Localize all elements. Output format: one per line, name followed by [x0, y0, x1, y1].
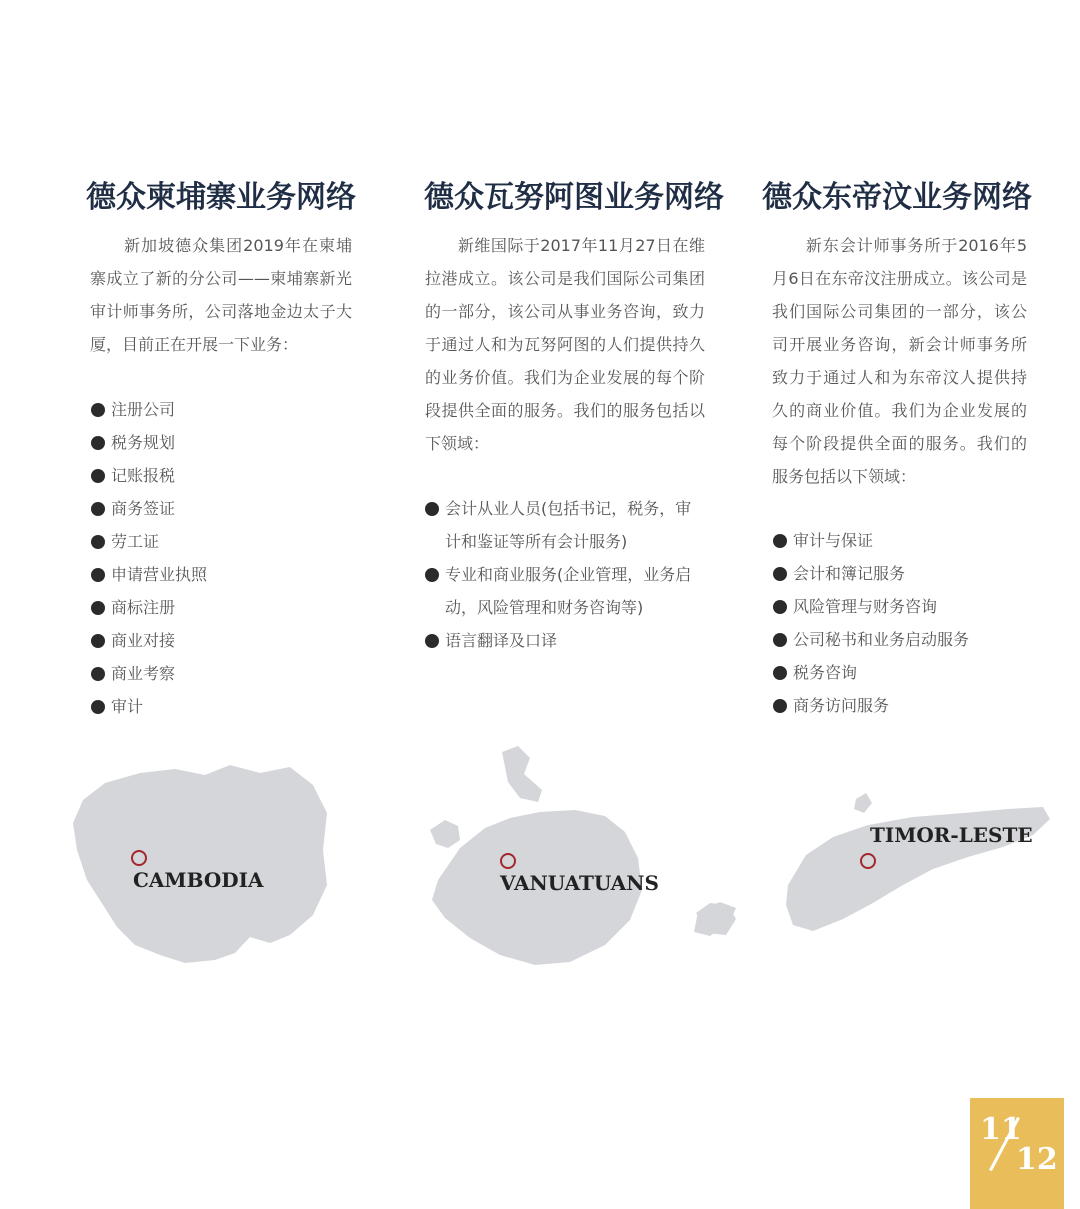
bullet-dot-icon [91, 634, 105, 648]
list-item: 商业考察 [91, 657, 361, 690]
bullet-dot-icon [91, 700, 105, 714]
list-item: 语言翻译及口译 [425, 624, 707, 657]
list-item: 审计与保证 [773, 524, 1033, 557]
list-item: 税务规划 [91, 426, 361, 459]
page-current: 11 [980, 1112, 1022, 1147]
map-label-timor-leste: TIMOR-LESTE [870, 823, 1033, 847]
list-item: 会计和簿记服务 [773, 557, 1033, 590]
bullet-dot-icon [91, 436, 105, 450]
list-item: 公司秘书和业务启动服务 [773, 623, 1033, 656]
list-item: 注册公司 [91, 393, 361, 426]
vanuatu-intro: 新维国际于2017年11月27日在维拉港成立。该公司是我们国际公司集团的一部分，该公司从事业务咨询，致力于通过人和为瓦努阿图的人们提供持久的业务价值。我们为企业发展的每个阶段提供全面的服务。我们的服务包括以下领域： [425, 236, 705, 453]
cambodia-service-list [91, 393, 361, 723]
page-total: 12 [1016, 1142, 1058, 1177]
bullet-dot-icon [773, 699, 787, 713]
cambodia-shape [73, 765, 327, 963]
map-label-vanuatu: VANUATUANS [500, 871, 659, 895]
bullet-dot-icon [773, 633, 787, 647]
list-item: 风险管理与财务咨询 [773, 590, 1033, 623]
island-shape [502, 746, 542, 802]
timor-leste-map [688, 785, 1058, 950]
list-item: 商务签证 [91, 492, 361, 525]
vanuatu-service-list [425, 492, 707, 657]
bullet-dot-icon [773, 567, 787, 581]
list-item: 专业和商业服务(企业管理，业务启动，风险管理和财务咨询等) [425, 558, 707, 624]
cambodia-map [65, 755, 345, 970]
list-item: 商业对接 [91, 624, 361, 657]
vanuatu-title: 德众瓦努阿图业务网络 [424, 180, 724, 215]
bullet-dot-icon [773, 600, 787, 614]
cambodia-title: 德众柬埔寨业务网络 [86, 180, 356, 215]
list-item: 审计 [91, 690, 361, 723]
list-item: 商务访问服务 [773, 689, 1033, 722]
list-item: 劳工证 [91, 525, 361, 558]
bullet-dot-icon [425, 502, 439, 516]
bullet-dot-icon [91, 667, 105, 681]
timor-leste-intro: 新东会计师事务所于2016年5月6日在东帝汶注册成立。该公司是我们国际公司集团的一部分，该公司开展业务咨询，新会计师事务所致力于通过人和为东帝汶人提供持久的商业价值。我们为企业发展的每个阶段提供全面的服务。我们的服务包括以下领域： [772, 236, 1027, 486]
island-shape [430, 820, 460, 848]
map-label-cambodia: CAMBODIA [133, 868, 264, 892]
list-item: 记账报税 [91, 459, 361, 492]
bullet-dot-icon [91, 535, 105, 549]
timor-leste-title: 德众东帝汶业务网络 [762, 180, 1032, 215]
bullet-dot-icon [773, 534, 787, 548]
island-shape [854, 793, 872, 813]
bullet-dot-icon [91, 601, 105, 615]
timor-leste-service-list [773, 524, 1033, 722]
bullet-dot-icon [425, 634, 439, 648]
bullet-dot-icon [91, 403, 105, 417]
cambodia-intro: 新加坡德众集团2019年在柬埔寨成立了新的分公司——柬埔寨新光审计师事务所，公司落地金边太子大厦，目前正在开展一下业务： [90, 236, 352, 354]
bullet-dot-icon [91, 568, 105, 582]
list-item: 商标注册 [91, 591, 361, 624]
list-item: 会计从业人员(包括书记，税务，审计和鉴证等所有会计服务) [425, 492, 707, 558]
bullet-dot-icon [91, 469, 105, 483]
bullet-dot-icon [91, 502, 105, 516]
bullet-dot-icon [425, 568, 439, 582]
island-shape [696, 903, 736, 935]
list-item: 税务咨询 [773, 656, 1033, 689]
bullet-dot-icon [773, 666, 787, 680]
list-item: 申请营业执照 [91, 558, 361, 591]
